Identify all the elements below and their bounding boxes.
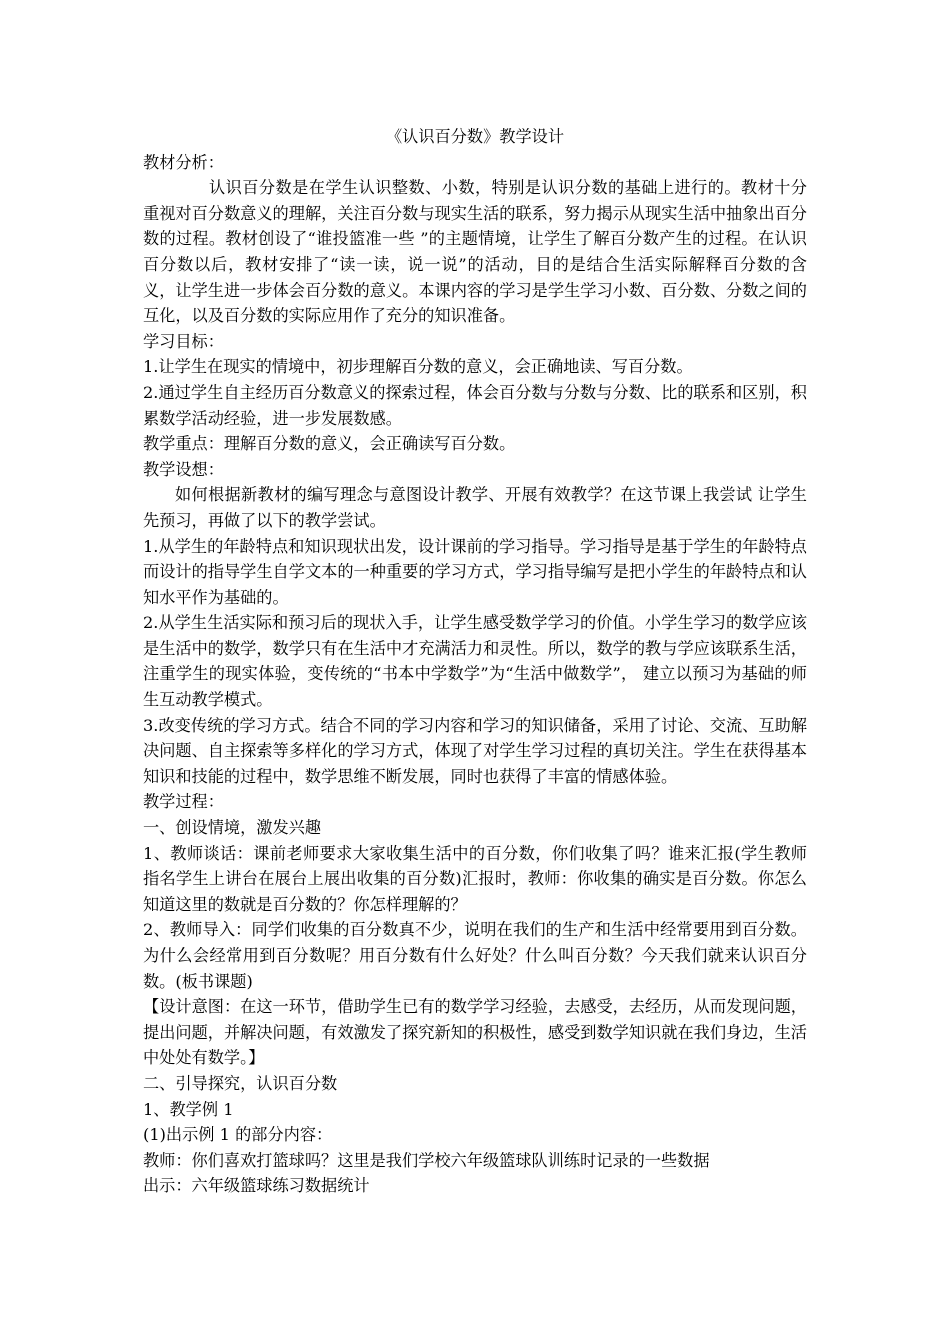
paragraph-design-intent: 【设计意图：在这一环节，借助学生已有的数学学习经验，去感受，去经历，从而发现问题，提出问题，并解决问题，有效激发了探究新知的积极性，感受到数学知识就在我们身边，生活中处处有数学。】 (143, 997, 807, 1068)
heading-textbook-analysis: 教材分析： (143, 152, 224, 172)
paragraph-idea-2: 2.从学生生活实际和预习后的现状入手，让学生感受数学学习的价值。小学生学习的数学应该是生活中的数学，数学只有在生活中才充满活力和灵性。所以，数学的教与学应该联系生活，注重学生的现实体验，变传统的“书本中学数学”为“生活中做数学”， 建立以预习为基础的师生互动教学模式。 (143, 613, 807, 710)
paragraph-teacher-question: 教师：你们喜欢打篮球吗？这里是我们学校六年级篮球队训练时记录的一些数据 (143, 1150, 710, 1170)
paragraph-step-1-2: 2、教师导入：同学们收集的百分数真不少，说明在我们的生产和生活中经常要用到百分数。为什么会经常用到百分数呢？用百分数有什么好处？什么叫百分数？今天我们就来认识百分数。(板书课题) (143, 920, 807, 991)
paragraph-step-2-heading: 二、引导探究，认识百分数 (143, 1073, 338, 1093)
paragraph-show-statistics: 出示：六年级篮球练习数据统计 (143, 1176, 370, 1196)
paragraph-example-1: 1、教学例 1 (143, 1099, 234, 1119)
heading-teaching-process: 教学过程： (143, 792, 224, 812)
paragraph-goal-2: 2.通过学生自主经历百分数意义的探索过程，体会百分数与分数与分数、比的联系和区别，积累数学活动经验，进一步发展数感。 (143, 382, 807, 428)
paragraph-idea-1: 1.从学生的年龄特点和知识现状出发，设计课前的学习指导。学习指导是基于学生的年龄特点而设计的指导学生自学文本的一种重要的学习方式，学习指导编写是把小学生的年龄特点和认知水平作为基础的。 (143, 536, 807, 607)
heading-teaching-idea: 教学设想： (143, 459, 224, 479)
document-title: 《认识百分数》教学设计 (385, 127, 565, 146)
paragraph-teaching-idea-intro: 如何根据新教材的编写理念与意图设计教学、开展有效教学？在这节课上我尝试 让学生先预习，再做了以下的教学尝试。 (143, 485, 807, 530)
paragraph-textbook-analysis: 认识百分数是在学生认识整数、小数，特别是认识分数的基础上进行的。教材十分重视对百分数意义的理解，关注百分数与现实生活的联系，努力揭示从现实生活中抽象出百分数的过程。教材创设了“谁投篮准一些 ”的主题情境，让学生了解百分数产生的过程。在认识百分数以后，教材安排了“读一读，说一说”的活动，目的是结合生活实际解释百分数的含义，让学生进一步体会百分数的意义。本课内容的学习是学生学习小数、百分数、分数之间的互化，以及百分数的实际应用作了充分的知识准备。 (143, 178, 807, 326)
paragraph-key-point: 教学重点：理解百分数的意义，会正确读写百分数。 (143, 434, 516, 454)
paragraph-goal-1: 1.让学生在现实的情境中，初步理解百分数的意义，会正确地读、写百分数。 (143, 357, 693, 377)
paragraph-step-1-heading: 一、创设情境，激发兴趣 (143, 818, 322, 838)
heading-learning-goals: 学习目标： (143, 331, 224, 351)
document-body (143, 124, 807, 1199)
paragraph-step-1-1: 1、教师谈话：课前老师要求大家收集生活中的百分数，你们收集了吗？谁来汇报(学生教师指名学生上讲台在展台上展出收集的百分数)汇报时，教师：你收集的确实是百分数。你怎么知道这里的数就是百分数的？你怎样理解的？ (143, 843, 807, 914)
paragraph-idea-3: 3.改变传统的学习方式。结合不同的学习内容和学习的知识储备，采用了讨论、交流、互助解决问题、自主探索等多样化的学习方式，体现了对学生学习过程的真切关注。学生在获得基本知识和技能的过程中，数学思维不断发展，同时也获得了丰富的情感体验。 (143, 715, 807, 786)
paragraph-example-1-show: (1)出示例 1 的部分内容： (143, 1125, 333, 1145)
